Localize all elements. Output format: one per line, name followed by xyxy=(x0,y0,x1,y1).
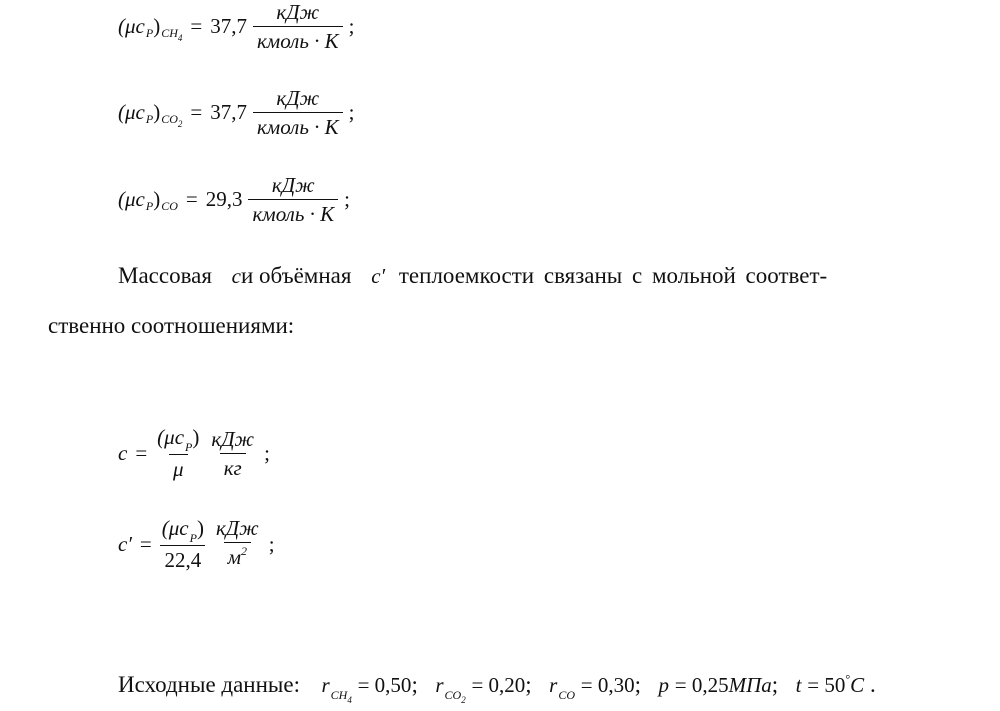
p-value: = 0,25 xyxy=(674,673,729,697)
mu-c-open: (μc xyxy=(118,14,145,38)
main-fraction xyxy=(158,516,208,572)
initial-data-line xyxy=(118,670,876,704)
equals-sign: = xyxy=(190,14,203,38)
r-co2-symbol: r xyxy=(435,673,444,697)
value: 37,7 xyxy=(210,100,247,124)
equals-sign: = xyxy=(185,187,198,211)
volume-heat-capacity-formula xyxy=(118,516,275,572)
unit-fraction xyxy=(207,427,258,480)
lhs-c: c xyxy=(118,440,128,465)
semicolon: ; xyxy=(348,100,355,124)
unit-fraction xyxy=(253,0,343,53)
mu-c-open: (μc xyxy=(118,187,145,211)
paren-close: ) xyxy=(153,14,161,38)
paren-close: ) xyxy=(153,187,161,211)
equals-sign: = xyxy=(139,531,152,556)
numerator: $(\mu c_P)$ xyxy=(157,425,200,454)
text-teploemkosti: теплоемкости связаны с мольной соответ- xyxy=(398,263,828,288)
separator: ; xyxy=(411,672,418,697)
semicolon: ; xyxy=(344,187,350,211)
separator: ; xyxy=(771,672,779,697)
cp-subscript: P xyxy=(145,199,154,213)
unit-denominator: кмоль · К xyxy=(253,26,343,53)
unit-numerator: кДж xyxy=(276,0,320,24)
paragraph-line-2: ственно соотношениями: xyxy=(48,313,295,338)
symbol-c-prime: c′ xyxy=(371,264,386,288)
initial-data-label: Исходные данные: xyxy=(118,672,300,697)
gas-subscript: CO xyxy=(161,199,178,213)
unit-numerator: кДж xyxy=(276,86,320,110)
numerator: $(\mu c_P)$ xyxy=(161,516,204,545)
separator: ; xyxy=(525,672,532,697)
text-i-obemnaya: и объёмная xyxy=(241,263,352,288)
unit-numerator: кДж xyxy=(211,426,255,451)
r-co-symbol: r xyxy=(549,673,558,697)
denominator-mu: μ xyxy=(169,454,188,481)
gas-subscript: $CH_4$ xyxy=(161,26,183,43)
r-co2-value: = 0,20 xyxy=(471,673,526,697)
r-ch4-subscript: CH4 xyxy=(330,688,352,705)
t-unit: C xyxy=(850,673,865,697)
unit-denominator: кмоль · К xyxy=(253,112,343,139)
text-massovaya: Массовая xyxy=(118,263,212,288)
heat-capacity-ch4-equation xyxy=(118,0,354,53)
heat-capacity-co2-equation xyxy=(118,86,354,139)
heat-capacity-co-equation xyxy=(118,173,350,226)
unit-denominator: кмоль · К xyxy=(248,199,338,226)
mass-heat-capacity-formula xyxy=(118,425,270,481)
equals-sign: = xyxy=(190,100,203,124)
unit-numerator: кДж xyxy=(271,173,315,197)
unit-denominator: кг xyxy=(220,453,246,480)
unit-fraction xyxy=(253,86,343,139)
r-ch4-symbol: r xyxy=(321,673,330,697)
t-symbol: t xyxy=(795,673,802,697)
cp-subscript: P xyxy=(145,26,154,40)
r-co-value: = 0,30 xyxy=(580,673,635,697)
semicolon: ; xyxy=(348,14,355,38)
main-fraction xyxy=(153,425,203,481)
value: 29,3 xyxy=(205,187,243,211)
p-symbol: p xyxy=(658,673,670,697)
t-value: = 50 xyxy=(807,673,846,697)
r-ch4-value: = 0,50 xyxy=(357,673,412,697)
unit-fraction xyxy=(248,173,338,226)
cp-subscript: P xyxy=(145,112,154,126)
final-period: . xyxy=(869,672,876,697)
unit-numerator: кДж xyxy=(215,516,259,540)
unit-fraction xyxy=(212,516,263,572)
unit-denominator: $м^2$ xyxy=(224,542,251,572)
denominator-22-4: 22,4 xyxy=(160,545,205,572)
lhs-c-prime: c′ xyxy=(118,531,132,556)
separator: ; xyxy=(634,672,642,697)
r-co-subscript: CO xyxy=(558,688,576,702)
equals-sign: = xyxy=(135,440,148,465)
degree-sign: ° xyxy=(845,672,851,686)
mu-c-open: (μc xyxy=(118,100,145,124)
r-co2-subscript: CO2 xyxy=(444,688,466,705)
symbol-c: c xyxy=(231,264,241,288)
semicolon: ; xyxy=(268,531,275,556)
paragraph-line-1 xyxy=(118,261,827,291)
value: 37,7 xyxy=(210,14,247,38)
p-unit: МПа xyxy=(728,673,772,697)
semicolon: ; xyxy=(264,440,270,465)
paren-close: ) xyxy=(153,100,161,124)
gas-subscript: $CO_2$ xyxy=(161,112,183,129)
